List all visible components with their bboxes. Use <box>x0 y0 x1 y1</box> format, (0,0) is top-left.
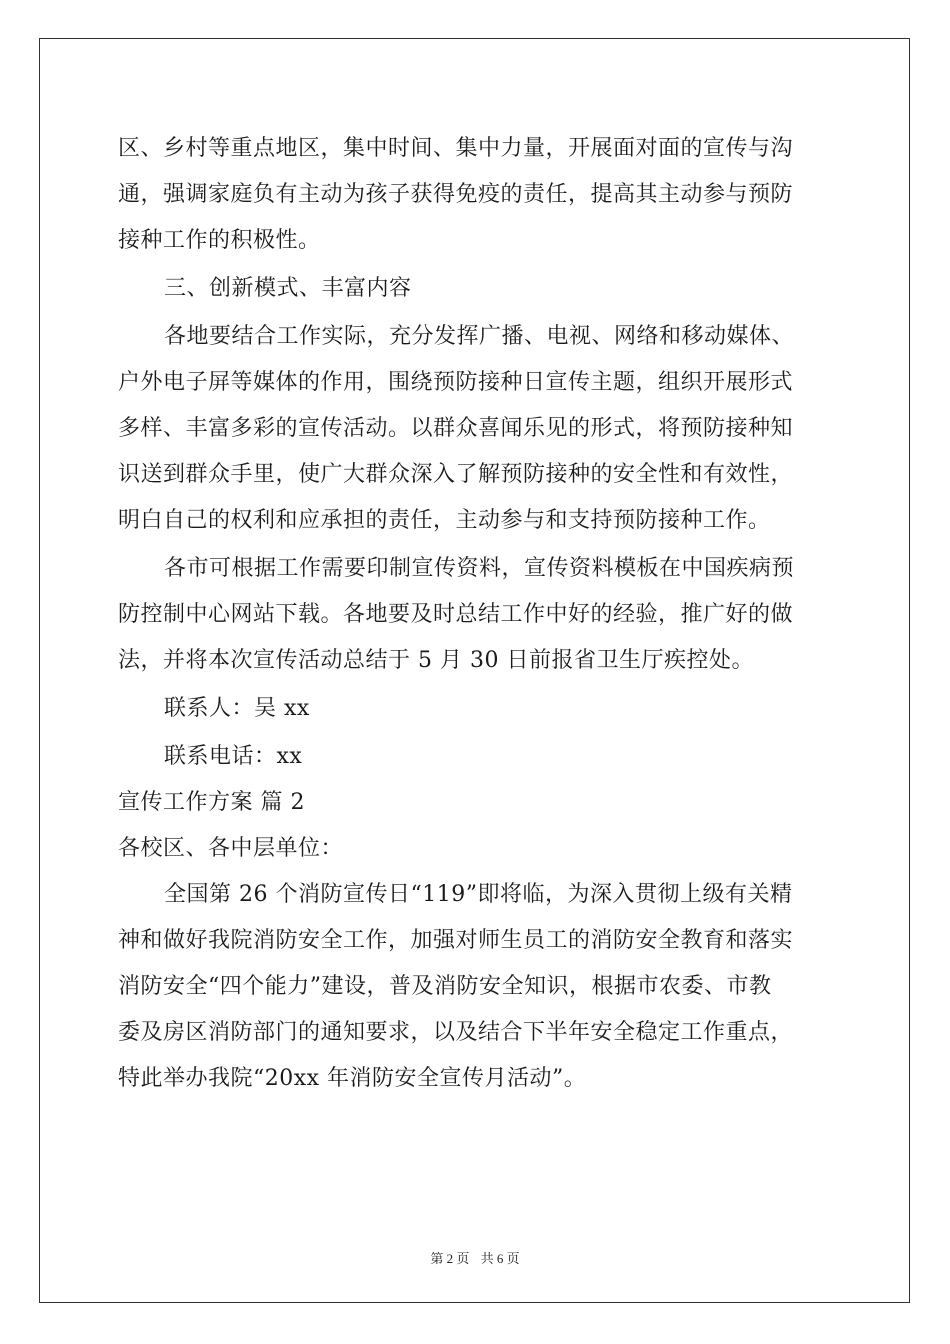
paragraph-line: 明白自己的权利和应承担的责任，主动参与和支持预防接种工作。 <box>118 508 771 533</box>
paragraph-line: 各地要结合工作实际，充分发挥广播、电视、网络和移动媒体、 <box>164 324 795 349</box>
paragraph-line: 通，强调家庭负有主动为孩子获得免疫的责任，提高其主动参与预防 <box>118 182 794 207</box>
paragraph-line: 区、乡村等重点地区，集中时间、集中力量，开展面对面的宣传与沟 <box>118 136 794 161</box>
document-body <box>118 130 833 1106</box>
page-footer <box>0 1248 950 1267</box>
paragraph-line: 多样、丰富多彩的宣传活动。以群众喜闻乐见的形式，将预防接种知 <box>118 416 794 441</box>
contact-phone: 联系电话：xx <box>164 744 303 769</box>
paragraph-line: 委及房区消防部门的通知要求，以及结合下半年安全稳定工作重点， <box>118 1020 794 1045</box>
paragraph-line: 户外电子屏等媒体的作用，围绕预防接种日宣传主题，组织开展形式 <box>118 370 794 395</box>
paragraph-line: 消防安全“四个能力”建设，普及消防安全知识，根据市农委、市教 <box>118 974 772 999</box>
paragraph-line: 特此举办我院“20xx 年消防安全宣传月活动”。 <box>118 1066 587 1091</box>
paragraph-line: 接种工作的积极性。 <box>118 228 321 253</box>
section-title: 宣传工作方案 篇 2 <box>118 790 305 815</box>
section-heading: 三、创新模式、丰富内容 <box>164 276 412 301</box>
page-number: 第 2 页 <box>430 1251 470 1266</box>
salutation: 各校区、各中层单位： <box>118 836 344 861</box>
paragraph-line: 法，并将本次宣传活动总结于 5 月 30 日前报省卫生厅疾控处。 <box>118 648 754 673</box>
paragraph-line: 各市可根据工作需要印制宣传资料，宣传资料模板在中国疾病预 <box>164 556 795 581</box>
contact-person: 联系人：吴 xx <box>164 696 310 721</box>
paragraph-line: 全国第 26 个消防宣传日“119”即将临，为深入贯彻上级有关精 <box>164 882 793 907</box>
paragraph-line: 识送到群众手里，使广大群众深入了解预防接种的安全性和有效性， <box>118 462 794 487</box>
paragraph-line: 防控制中心网站下载。各地要及时总结工作中好的经验，推广好的做 <box>118 602 794 627</box>
paragraph-line: 神和做好我院消防安全工作，加强对师生员工的消防安全教育和落实 <box>118 928 794 953</box>
page-total: 共 6 页 <box>480 1251 520 1266</box>
